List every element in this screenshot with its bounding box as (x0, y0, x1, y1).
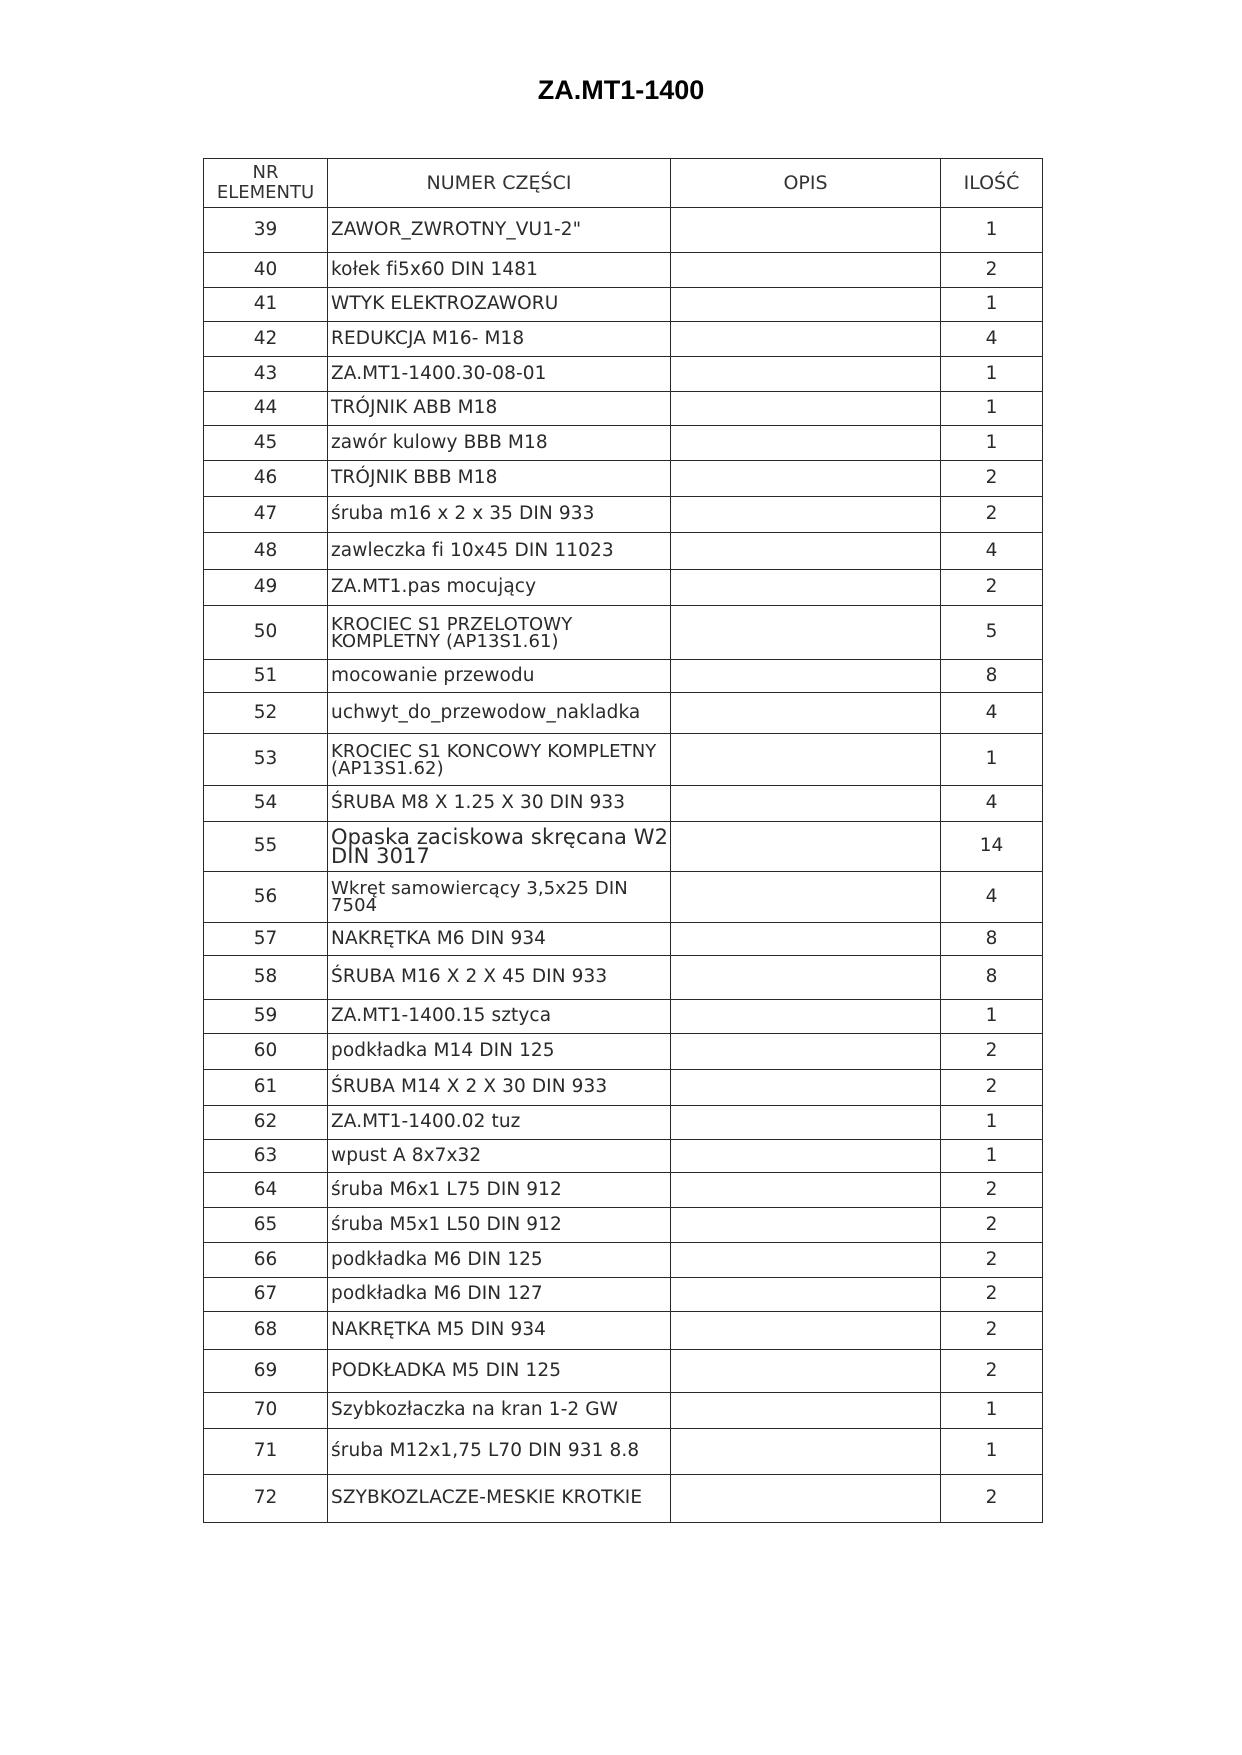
cell-numer-czesci: ŚRUBA M16 X 2 X 45 DIN 933 (328, 956, 671, 1000)
table-row (204, 606, 1043, 660)
cell-nr-elementu: 44 (204, 392, 328, 426)
cell-opis (671, 357, 941, 392)
table-header-row (204, 159, 1043, 208)
cell-ilosc: 2 (941, 1350, 1043, 1393)
cell-nr-elementu: 42 (204, 322, 328, 357)
cell-nr-elementu: 53 (204, 734, 328, 786)
cell-numer-czesci: SZYBKOZLACZE-MESKIE KROTKIE (328, 1475, 671, 1523)
cell-ilosc: 2 (941, 1070, 1043, 1106)
table-row (204, 1173, 1043, 1208)
cell-ilosc: 1 (941, 1106, 1043, 1140)
table-row (204, 392, 1043, 426)
cell-opis (671, 533, 941, 570)
cell-opis (671, 1429, 941, 1475)
table-row (204, 570, 1043, 606)
header-ilosc: ILOŚĆ (941, 159, 1043, 208)
table-row (204, 208, 1043, 253)
table-row (204, 426, 1043, 461)
cell-ilosc: 1 (941, 1429, 1043, 1475)
table-row (204, 533, 1043, 570)
cell-nr-elementu: 50 (204, 606, 328, 660)
cell-numer-czesci: podkładka M6 DIN 127 (328, 1278, 671, 1312)
cell-opis (671, 1070, 941, 1106)
cell-ilosc: 2 (941, 1208, 1043, 1243)
cell-numer-czesci: ŚRUBA M14 X 2 X 30 DIN 933 (328, 1070, 671, 1106)
cell-opis (671, 956, 941, 1000)
cell-opis (671, 461, 941, 497)
table-row (204, 1350, 1043, 1393)
cell-opis (671, 208, 941, 253)
cell-numer-czesci: ZA.MT1.pas mocujący (328, 570, 671, 606)
table-row (204, 288, 1043, 322)
parts-table (203, 158, 1043, 1523)
cell-numer-czesci: podkładka M14 DIN 125 (328, 1034, 671, 1070)
cell-opis (671, 1475, 941, 1523)
cell-nr-elementu: 67 (204, 1278, 328, 1312)
cell-numer-czesci: NAKRĘTKA M5 DIN 934 (328, 1312, 671, 1350)
cell-opis (671, 497, 941, 533)
table-row (204, 822, 1043, 872)
cell-nr-elementu: 70 (204, 1393, 328, 1429)
cell-numer-czesci: PODKŁADKA M5 DIN 125 (328, 1350, 671, 1393)
table-row (204, 1208, 1043, 1243)
cell-nr-elementu: 45 (204, 426, 328, 461)
cell-numer-czesci: NAKRĘTKA M6 DIN 934 (328, 923, 671, 956)
cell-ilosc: 1 (941, 357, 1043, 392)
cell-numer-czesci: Szybkozłaczka na kran 1-2 GW (328, 1393, 671, 1429)
cell-opis (671, 1173, 941, 1208)
cell-ilosc: 1 (941, 426, 1043, 461)
cell-opis (671, 392, 941, 426)
cell-opis (671, 570, 941, 606)
cell-ilosc: 1 (941, 1140, 1043, 1173)
cell-ilosc: 1 (941, 288, 1043, 322)
table-row (204, 693, 1043, 734)
cell-numer-czesci: ŚRUBA M8 X 1.25 X 30 DIN 933 (328, 786, 671, 822)
cell-opis (671, 1350, 941, 1393)
table-row (204, 1475, 1043, 1523)
cell-nr-elementu: 49 (204, 570, 328, 606)
cell-numer-czesci: Opaska zaciskowa skręcana W2 DIN 3017 (328, 822, 671, 872)
table-row (204, 1312, 1043, 1350)
cell-opis (671, 822, 941, 872)
table-row (204, 1106, 1043, 1140)
table-row (204, 1393, 1043, 1429)
cell-opis (671, 660, 941, 693)
cell-nr-elementu: 41 (204, 288, 328, 322)
cell-opis (671, 786, 941, 822)
cell-nr-elementu: 66 (204, 1243, 328, 1278)
cell-ilosc: 1 (941, 392, 1043, 426)
table-row (204, 734, 1043, 786)
table-row (204, 872, 1043, 923)
cell-ilosc: 2 (941, 1278, 1043, 1312)
cell-numer-czesci: uchwyt_do_przewodow_nakladka (328, 693, 671, 734)
table-row (204, 1070, 1043, 1106)
cell-numer-czesci: KROCIEC S1 KONCOWY KOMPLETNY (AP13S1.62) (328, 734, 671, 786)
cell-ilosc: 5 (941, 606, 1043, 660)
cell-numer-czesci: wpust A 8x7x32 (328, 1140, 671, 1173)
cell-numer-czesci: zawleczka fi 10x45 DIN 11023 (328, 533, 671, 570)
table-row (204, 1278, 1043, 1312)
cell-opis (671, 872, 941, 923)
table-row (204, 461, 1043, 497)
cell-numer-czesci: TRÓJNIK ABB M18 (328, 392, 671, 426)
header-numer-czesci: NUMER CZĘŚCI (328, 159, 671, 208)
cell-opis (671, 1243, 941, 1278)
cell-nr-elementu: 56 (204, 872, 328, 923)
cell-ilosc: 2 (941, 570, 1043, 606)
cell-numer-czesci: KROCIEC S1 PRZELOTOWY KOMPLETNY (AP13S1.61) (328, 606, 671, 660)
cell-ilosc: 2 (941, 1243, 1043, 1278)
cell-nr-elementu: 52 (204, 693, 328, 734)
document-title: ZA.MT1-1400 (537, 75, 705, 105)
cell-ilosc: 4 (941, 322, 1043, 357)
cell-ilosc: 4 (941, 872, 1043, 923)
cell-numer-czesci: podkładka M6 DIN 125 (328, 1243, 671, 1278)
cell-opis (671, 1034, 941, 1070)
cell-numer-czesci: Wkręt samowiercący 3,5x25 DIN 7504 (328, 872, 671, 923)
cell-nr-elementu: 51 (204, 660, 328, 693)
cell-nr-elementu: 47 (204, 497, 328, 533)
cell-ilosc: 2 (941, 497, 1043, 533)
cell-nr-elementu: 61 (204, 1070, 328, 1106)
header-opis: OPIS (671, 159, 941, 208)
cell-numer-czesci: WTYK ELEKTROZAWORU (328, 288, 671, 322)
cell-nr-elementu: 59 (204, 1000, 328, 1034)
cell-ilosc: 2 (941, 1173, 1043, 1208)
cell-opis (671, 1208, 941, 1243)
cell-nr-elementu: 62 (204, 1106, 328, 1140)
cell-ilosc: 2 (941, 253, 1043, 288)
cell-opis (671, 734, 941, 786)
table-row (204, 956, 1043, 1000)
cell-numer-czesci: śruba m16 x 2 x 35 DIN 933 (328, 497, 671, 533)
cell-ilosc: 2 (941, 1475, 1043, 1523)
cell-ilosc: 8 (941, 923, 1043, 956)
cell-numer-czesci: ZA.MT1-1400.02 tuz (328, 1106, 671, 1140)
cell-ilosc: 14 (941, 822, 1043, 872)
cell-ilosc: 1 (941, 734, 1043, 786)
cell-opis (671, 322, 941, 357)
cell-ilosc: 8 (941, 956, 1043, 1000)
table-row (204, 357, 1043, 392)
cell-nr-elementu: 64 (204, 1173, 328, 1208)
cell-nr-elementu: 48 (204, 533, 328, 570)
cell-opis (671, 426, 941, 461)
cell-numer-czesci: śruba M5x1 L50 DIN 912 (328, 1208, 671, 1243)
cell-numer-czesci: ZAWOR_ZWROTNY_VU1-2" (328, 208, 671, 253)
table-row (204, 497, 1043, 533)
cell-numer-czesci: kołek fi5x60 DIN 1481 (328, 253, 671, 288)
cell-nr-elementu: 72 (204, 1475, 328, 1523)
cell-nr-elementu: 71 (204, 1429, 328, 1475)
cell-opis (671, 1000, 941, 1034)
cell-numer-czesci: ZA.MT1-1400.30-08-01 (328, 357, 671, 392)
cell-nr-elementu: 46 (204, 461, 328, 497)
table-row (204, 1243, 1043, 1278)
cell-opis (671, 1140, 941, 1173)
table-row (204, 253, 1043, 288)
cell-nr-elementu: 68 (204, 1312, 328, 1350)
cell-nr-elementu: 58 (204, 956, 328, 1000)
cell-numer-czesci: TRÓJNIK BBB M18 (328, 461, 671, 497)
cell-nr-elementu: 57 (204, 923, 328, 956)
cell-opis (671, 606, 941, 660)
header-nr-line2: ELEMENTU (216, 182, 315, 203)
cell-nr-elementu: 69 (204, 1350, 328, 1393)
cell-opis (671, 1106, 941, 1140)
cell-ilosc: 1 (941, 1393, 1043, 1429)
header-nr-elementu (204, 159, 328, 208)
cell-opis (671, 253, 941, 288)
cell-opis (671, 923, 941, 956)
cell-nr-elementu: 43 (204, 357, 328, 392)
cell-opis (671, 288, 941, 322)
cell-opis (671, 1312, 941, 1350)
table-row (204, 1429, 1043, 1475)
cell-nr-elementu: 54 (204, 786, 328, 822)
cell-numer-czesci: REDUKCJA M16- M18 (328, 322, 671, 357)
header-nr-line1: NR (252, 162, 279, 183)
cell-ilosc: 2 (941, 1312, 1043, 1350)
cell-numer-czesci: mocowanie przewodu (328, 660, 671, 693)
table-row (204, 786, 1043, 822)
cell-ilosc: 4 (941, 533, 1043, 570)
cell-ilosc: 8 (941, 660, 1043, 693)
cell-nr-elementu: 63 (204, 1140, 328, 1173)
table-row (204, 1140, 1043, 1173)
table-row (204, 1034, 1043, 1070)
table-row (204, 660, 1043, 693)
cell-numer-czesci: ZA.MT1-1400.15 sztyca (328, 1000, 671, 1034)
cell-opis (671, 1278, 941, 1312)
cell-numer-czesci: śruba M6x1 L75 DIN 912 (328, 1173, 671, 1208)
cell-nr-elementu: 60 (204, 1034, 328, 1070)
table-row (204, 923, 1043, 956)
cell-ilosc: 2 (941, 461, 1043, 497)
cell-ilosc: 4 (941, 693, 1043, 734)
table-row (204, 322, 1043, 357)
cell-opis (671, 693, 941, 734)
cell-ilosc: 2 (941, 1034, 1043, 1070)
cell-nr-elementu: 65 (204, 1208, 328, 1243)
cell-nr-elementu: 55 (204, 822, 328, 872)
cell-nr-elementu: 40 (204, 253, 328, 288)
cell-ilosc: 4 (941, 786, 1043, 822)
cell-ilosc: 1 (941, 1000, 1043, 1034)
cell-nr-elementu: 39 (204, 208, 328, 253)
cell-numer-czesci: zawór kulowy BBB M18 (328, 426, 671, 461)
cell-numer-czesci: śruba M12x1,75 L70 DIN 931 8.8 (328, 1429, 671, 1475)
cell-opis (671, 1393, 941, 1429)
cell-ilosc: 1 (941, 208, 1043, 253)
table-row (204, 1000, 1043, 1034)
